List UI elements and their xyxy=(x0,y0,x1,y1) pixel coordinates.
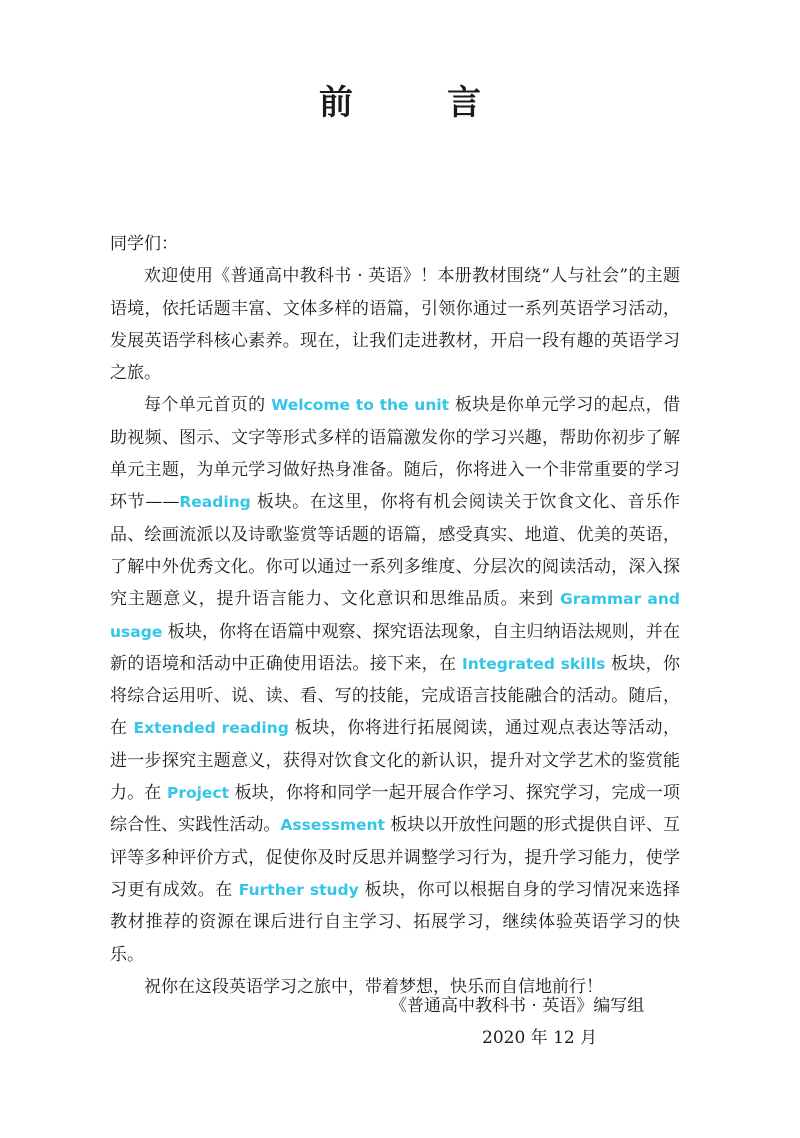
section-name-reading: Reading xyxy=(179,493,251,512)
section-name-further: Further study xyxy=(238,880,359,899)
section-name-grammar: Grammar and usage xyxy=(110,590,681,641)
section-name-integrated: Integrated skills xyxy=(461,654,606,673)
section-name-welcome: Welcome to the unit xyxy=(271,396,450,415)
signature: 《普通高中教科书 · 英语》编写组 xyxy=(390,996,645,1016)
text-segment: 板块。在这里，你将有机会阅读关于饮食文化、音乐作品、绘画流派以及诗歌鉴赏等话题的语篇，感受真实、地道、优美的英语，了解中外优秀文化。你可以通过一系列多维度、分层次的阅读活动，深入探究主题意义，提升语言能力、文化意识和思维品质。来到 xyxy=(110,492,681,610)
text-segment: 板块，你将综合运用听、说、读、看、写的技能，完成语言技能融合的活动。随后，在 xyxy=(110,653,680,739)
text-segment: 板块以开放性问题的形式提供自评、互评等多种评价方式，促使你及时反思并调整学习行为，提升学习能力，使学习更有成效。在 xyxy=(110,815,681,900)
signature-date: 2020 年 12 月 xyxy=(482,1028,598,1048)
text-segment: 板块，你将进行拓展阅读，通过观点表达等活动，进一步探究主题意义，获得对饮食文化的新认识，提升对文学艺术的鉴赏能力。在 xyxy=(110,718,681,804)
page-title: 前 言 xyxy=(319,83,511,123)
section-name-extended: Extended reading xyxy=(133,719,289,738)
text-segment: 板块，你可以根据自身的学习情况来选择教材推荐的资源在课后进行自主学习、拓展学习，继续体验英语学习的快乐。 xyxy=(110,879,680,965)
paragraph-closing: 祝你在这段英语学习之旅中，带着梦想，快乐而自信地前行！ xyxy=(144,976,603,997)
preface-body xyxy=(110,228,680,1003)
text-segment: 每个单元首页的 xyxy=(144,395,272,416)
paragraph-sections xyxy=(110,389,680,970)
salutation: 同学们： xyxy=(110,234,178,254)
paragraph-intro: 欢迎使用《普通高中教科书 · 英语》！本册教材围绕“人与社会”的主题语境，依托话题丰富、文体多样的语篇，引领你通过一系列英语学习活动，发展英语学科核心素养。现在，让我们走进教材，开启一段有趣的英语学习之旅。 xyxy=(110,266,680,384)
text-segment: 板块，你将在语篇中观察、探究语法现象，自主归纳语法规则，并在新的语境和活动中正确使用语法。接下来，在 xyxy=(110,621,680,674)
section-name-assessment: Assessment xyxy=(280,816,385,835)
text-segment: 板块，你将和同学一起开展合作学习、探究学习，完成一项综合性、实践性活动。 xyxy=(110,783,680,836)
section-name-project: Project xyxy=(166,784,230,803)
text-segment: 板块是你单元学习的起点，借助视频、图示、文字等形式多样的语篇激发你的学习兴趣，帮助你初步了解单元主题，为单元学习做好热身准备。随后，你将进入一个非常重要的学习环节—— xyxy=(110,395,680,513)
